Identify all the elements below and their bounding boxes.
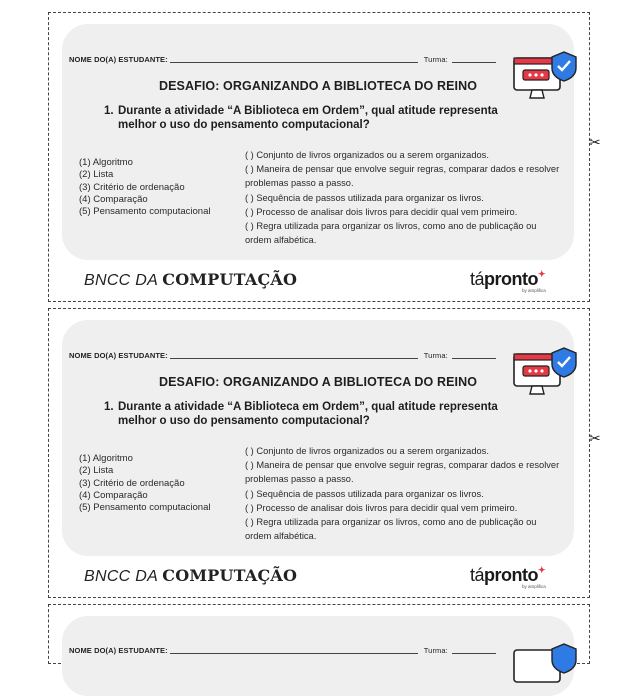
- answer-option[interactable]: ( ) Maneira de pensar que envolve seguir regras, comparar dados e resolver problemas passo a passo.: [245, 460, 560, 485]
- answer-option[interactable]: ( ) Conjunto de livros organizados ou a serem organizados.: [245, 150, 489, 160]
- legend-item: (5) Pensamento computacional: [79, 502, 211, 514]
- question-1: [104, 104, 524, 132]
- question-number: 1.: [104, 401, 114, 413]
- bncc-logo-light: BNCC DA: [84, 568, 163, 585]
- legend-item: (3) Critério de ordenação: [79, 181, 185, 193]
- slip-panel: [62, 616, 574, 696]
- student-name-field[interactable]: [170, 352, 418, 359]
- legend-item: (3) Critério de ordenação: [79, 477, 185, 489]
- student-name-row: [69, 55, 519, 64]
- computer-shield-icon: [510, 48, 582, 104]
- turma-field[interactable]: [452, 352, 496, 359]
- answer-option[interactable]: ( ) Maneira de pensar que envolve seguir regras, comparar dados e resolver problemas passo a passo.: [245, 164, 560, 189]
- turma-label: Turma:: [423, 646, 448, 655]
- bncc-logo-bold: COMPUTAÇÃO: [162, 566, 298, 585]
- answer-options: [245, 444, 565, 543]
- answer-option[interactable]: ( ) Conjunto de livros organizados ou a serem organizados.: [245, 446, 489, 456]
- answer-option[interactable]: ( ) Processo de analisar dois livros para decidir qual vem primeiro.: [245, 206, 518, 217]
- brand-light: tá: [470, 269, 485, 289]
- legend-list: [79, 453, 249, 514]
- brand-subtitle: by amplifica: [522, 584, 546, 589]
- ta-pronto-logo: [470, 565, 546, 589]
- legend-item: (5) Pensamento computacional: [79, 206, 211, 218]
- turma-field[interactable]: [452, 56, 496, 63]
- brand-bold: pronto: [484, 565, 538, 585]
- answer-option[interactable]: ( ) Regra utilizada para organizar os livros, como ano de publicação ou ordem alfabética.: [245, 221, 537, 246]
- worksheet-slip-3: [48, 604, 590, 664]
- slip-title: DESAFIO: ORGANIZANDO A BIBLIOTECA DO REINO: [158, 375, 478, 389]
- turma-field[interactable]: [452, 647, 496, 654]
- question-text: Durante a atividade “A Biblioteca em Ordem”, qual atitude representa melhor o uso do pensamento computacional?: [118, 401, 498, 427]
- student-name-field[interactable]: [170, 647, 418, 654]
- slip-panel: [62, 320, 574, 556]
- worksheet-slip-2: [48, 308, 590, 598]
- question-number: 1.: [104, 105, 114, 117]
- answer-option[interactable]: ( ) Regra utilizada para organizar os livros, como ano de publicação ou ordem alfabética.: [245, 517, 537, 542]
- student-name-label: NOME DO(A) ESTUDANTE:: [69, 646, 168, 655]
- scissors-icon: ✂: [589, 430, 601, 446]
- student-name-label: NOME DO(A) ESTUDANTE:: [69, 55, 168, 64]
- worksheet-slip-1: [48, 12, 590, 302]
- computer-shield-icon: [510, 344, 582, 400]
- student-name-field[interactable]: [170, 56, 418, 63]
- question-1: [104, 400, 524, 428]
- legend-list: [79, 157, 249, 218]
- brand-bold: pronto: [484, 269, 538, 289]
- slip-panel: [62, 24, 574, 260]
- question-text: Durante a atividade “A Biblioteca em Ordem”, qual atitude representa melhor o uso do pensamento computacional?: [118, 105, 498, 131]
- answer-option[interactable]: ( ) Sequência de passos utilizada para organizar os livros.: [245, 488, 484, 499]
- bncc-logo-light: BNCC DA: [84, 272, 163, 289]
- brand-subtitle: by amplifica: [522, 288, 546, 293]
- student-name-row: [69, 646, 519, 655]
- turma-label: Turma:: [423, 351, 448, 360]
- ta-pronto-logo: [470, 269, 546, 293]
- computer-shield-icon: [510, 640, 582, 696]
- bncc-logo: [84, 270, 297, 290]
- scissors-icon: ✂: [589, 134, 601, 150]
- brand-light: tá: [470, 565, 485, 585]
- legend-item: (2) Lista: [79, 169, 114, 181]
- legend-item: (1) Algoritmo: [79, 453, 133, 464]
- legend-item: (2) Lista: [79, 465, 114, 477]
- brand-star-icon: ✦: [538, 269, 546, 279]
- turma-label: Turma:: [423, 55, 448, 64]
- student-name-row: [69, 351, 519, 360]
- legend-item: (4) Comparação: [79, 489, 148, 501]
- answer-option[interactable]: ( ) Processo de analisar dois livros para decidir qual vem primeiro.: [245, 502, 518, 513]
- bncc-logo: [84, 566, 297, 586]
- bncc-logo-bold: COMPUTAÇÃO: [162, 270, 298, 289]
- legend-item: (4) Comparação: [79, 193, 148, 205]
- student-name-label: NOME DO(A) ESTUDANTE:: [69, 351, 168, 360]
- brand-star-icon: ✦: [538, 565, 546, 575]
- slip-title: DESAFIO: ORGANIZANDO A BIBLIOTECA DO REINO: [158, 79, 478, 93]
- answer-options: [245, 148, 565, 247]
- legend-item: (1) Algoritmo: [79, 157, 133, 168]
- answer-option[interactable]: ( ) Sequência de passos utilizada para organizar os livros.: [245, 192, 484, 203]
